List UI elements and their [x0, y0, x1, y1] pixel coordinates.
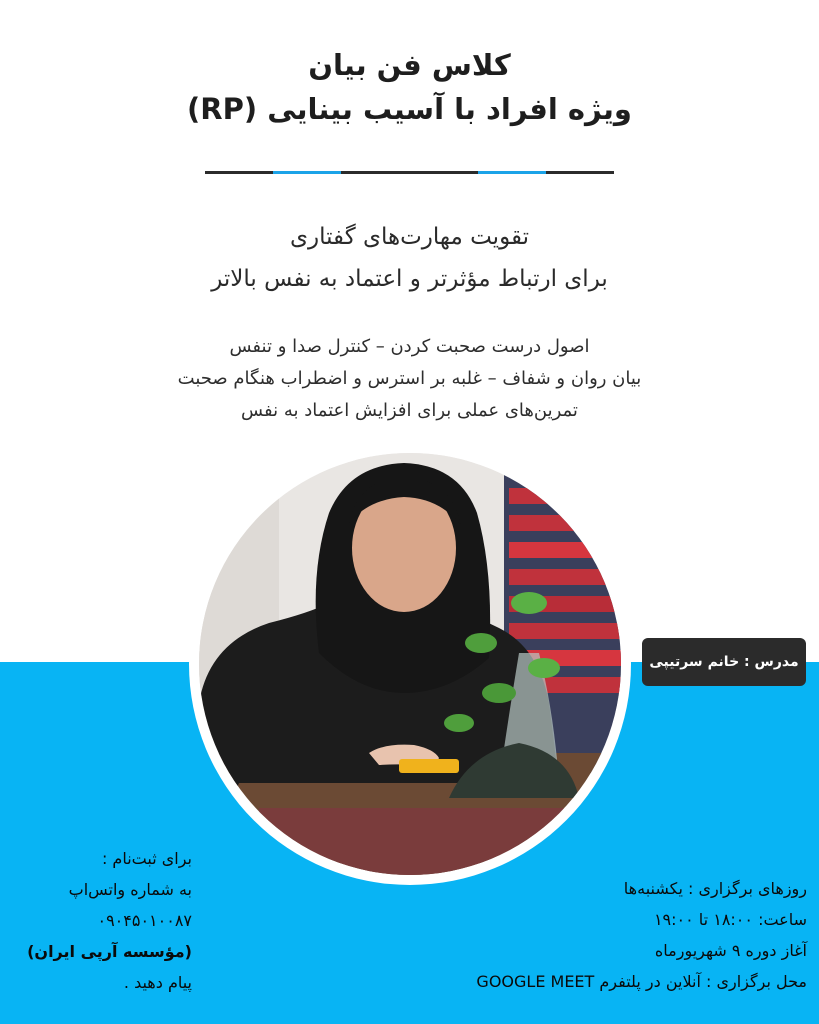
course-venue: محل برگزاری : آنلاین در پلتفرم GOOGLE MEET: [476, 972, 807, 991]
instructor-photo: [199, 453, 621, 875]
title-line-2: ویژه افراد با آسیب بینایی (RP): [187, 92, 632, 126]
subtitle-line-2: برای ارتباط مؤثرتر و اعتماد به نفس بالاتر: [211, 266, 608, 292]
registration-line: پیام دهید .: [123, 973, 192, 992]
registration-line: به شماره واتس‌اپ: [68, 880, 192, 899]
institute-name: (مؤسسه آرپی ایران): [27, 942, 192, 961]
course-info-block: [476, 873, 807, 997]
course-days: روزهای برگزاری : یکشنبه‌ها: [623, 879, 807, 898]
registration-line: برای ثبت‌نام :: [101, 849, 192, 868]
registration-block: [12, 843, 192, 998]
title-line-1: کلاس فن بیان: [308, 48, 511, 82]
topic-item: اصول درست صحبت کردن – کنترل صدا و تنفس: [229, 336, 590, 357]
title-divider: [205, 171, 614, 174]
course-start: آغاز دوره ۹ شهریورماه: [654, 941, 807, 960]
course-time: ساعت: ۱۸:۰۰ تا ۱۹:۰۰: [653, 910, 807, 929]
topic-item: تمرین‌های عملی برای افزایش اعتماد به نفس: [241, 400, 578, 421]
subtitle-line-1: تقویت مهارت‌های گفتاری: [290, 224, 529, 250]
instructor-badge: مدرس : خانم سرتیپی: [642, 638, 806, 686]
topic-item: بیان روان و شفاف – غلبه بر استرس و اضطراب هنگام صحبت: [177, 368, 642, 389]
whatsapp-phone: ۰۹۰۴۵۰۱۰۰۸۷: [97, 911, 192, 930]
